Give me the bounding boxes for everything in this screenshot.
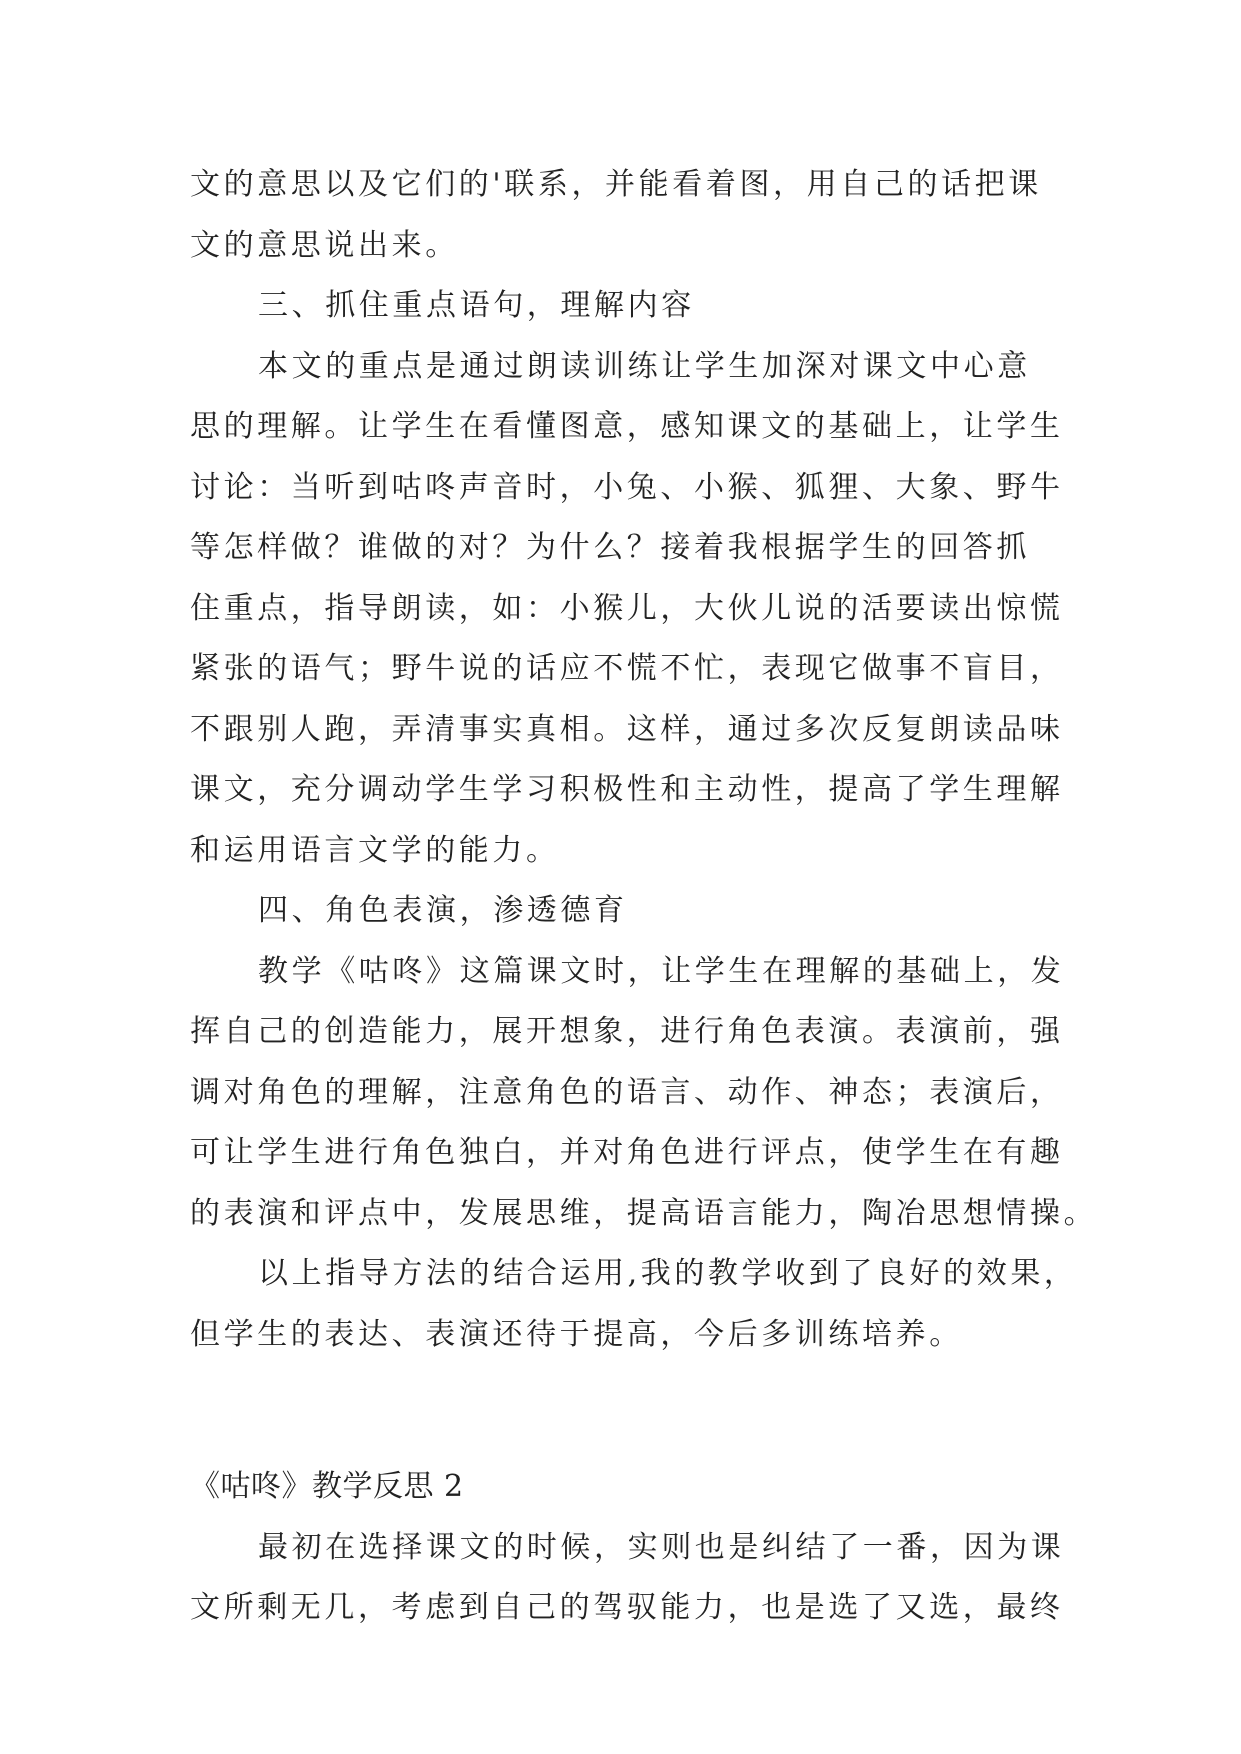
section-spacer [190, 1365, 1060, 1457]
text-line: 可让学生进行角色独白，并对角色进行评点，使学生在有趣 [190, 1135, 1064, 1170]
paragraph-continuation [190, 155, 1060, 276]
text-line: 紧张的语气；野牛说的话应不慌不忙，表现它做事不盲目， [190, 651, 1064, 686]
text-line: 文所剩无几，考虑到自己的驾驭能力，也是选了又选，最终 [190, 1590, 1064, 1625]
heading-four: 四、角色表演，渗透德育 [258, 893, 628, 928]
paragraph-reflection-two [190, 1518, 1065, 1639]
text-line: 讨论：当听到咕咚声音时，小兔、小猴、狐狸、大象、野牛 [190, 469, 1064, 505]
text-line: 住重点，指导朗读，如：小猴儿，大伙儿说的活要读出惊慌 [190, 590, 1064, 626]
text-line: 思的理解。让学生在看懂图意，感知课文的基础上，让学生 [190, 409, 1064, 444]
text-line: 文的意思以及它们的'联系，并能看着图，用自己的话把课 [190, 167, 1042, 202]
text-line: 课文，充分调动学生学习积极性和主动性，提高了学生理解 [190, 772, 1064, 807]
paragraph-role-play [190, 942, 1098, 1245]
text-line: 本文的重点是通过朗读训练让学生加深对课文中心意 [258, 348, 1031, 384]
text-line: 挥自己的创造能力，展开想象，进行角色表演。表演前，强 [190, 1014, 1064, 1049]
text-line: 最初在选择课文的时候，实则也是纠结了一番，因为课 [258, 1529, 1065, 1565]
heading-three: 三、抓住重点语句，理解内容 [258, 288, 695, 323]
text-line: 等怎样做？谁做的对？为什么？接着我根据学生的回答抓 [190, 530, 1030, 565]
section-title: 《咕咚》教学反思 2 [190, 1469, 464, 1504]
text-line: 以上指导方法的结合运用,我的教学收到了良好的效果， [258, 1256, 1078, 1291]
text-line: 和运用语言文学的能力。 [190, 832, 560, 868]
paragraph-key-sentences [190, 337, 1064, 882]
text-line: 教学《咕咚》这篇课文时，让学生在理解的基础上，发 [258, 953, 1065, 989]
text-line: 文的意思说出来。 [190, 227, 459, 263]
document-body [190, 155, 1098, 1639]
paragraph-summary [190, 1244, 1078, 1365]
text-line: 但学生的表达、表演还待于提高，今后多训练培养。 [190, 1316, 963, 1352]
text-line: 调对角色的理解，注意角色的语言、动作、神态；表演后， [190, 1074, 1064, 1110]
text-line: 不跟别人跑，弄清事实真相。这样，通过多次反复朗读品味 [190, 711, 1064, 747]
text-line: 的表演和评点中，发展思维，提高语言能力，陶冶思想情操。 [190, 1195, 1098, 1231]
